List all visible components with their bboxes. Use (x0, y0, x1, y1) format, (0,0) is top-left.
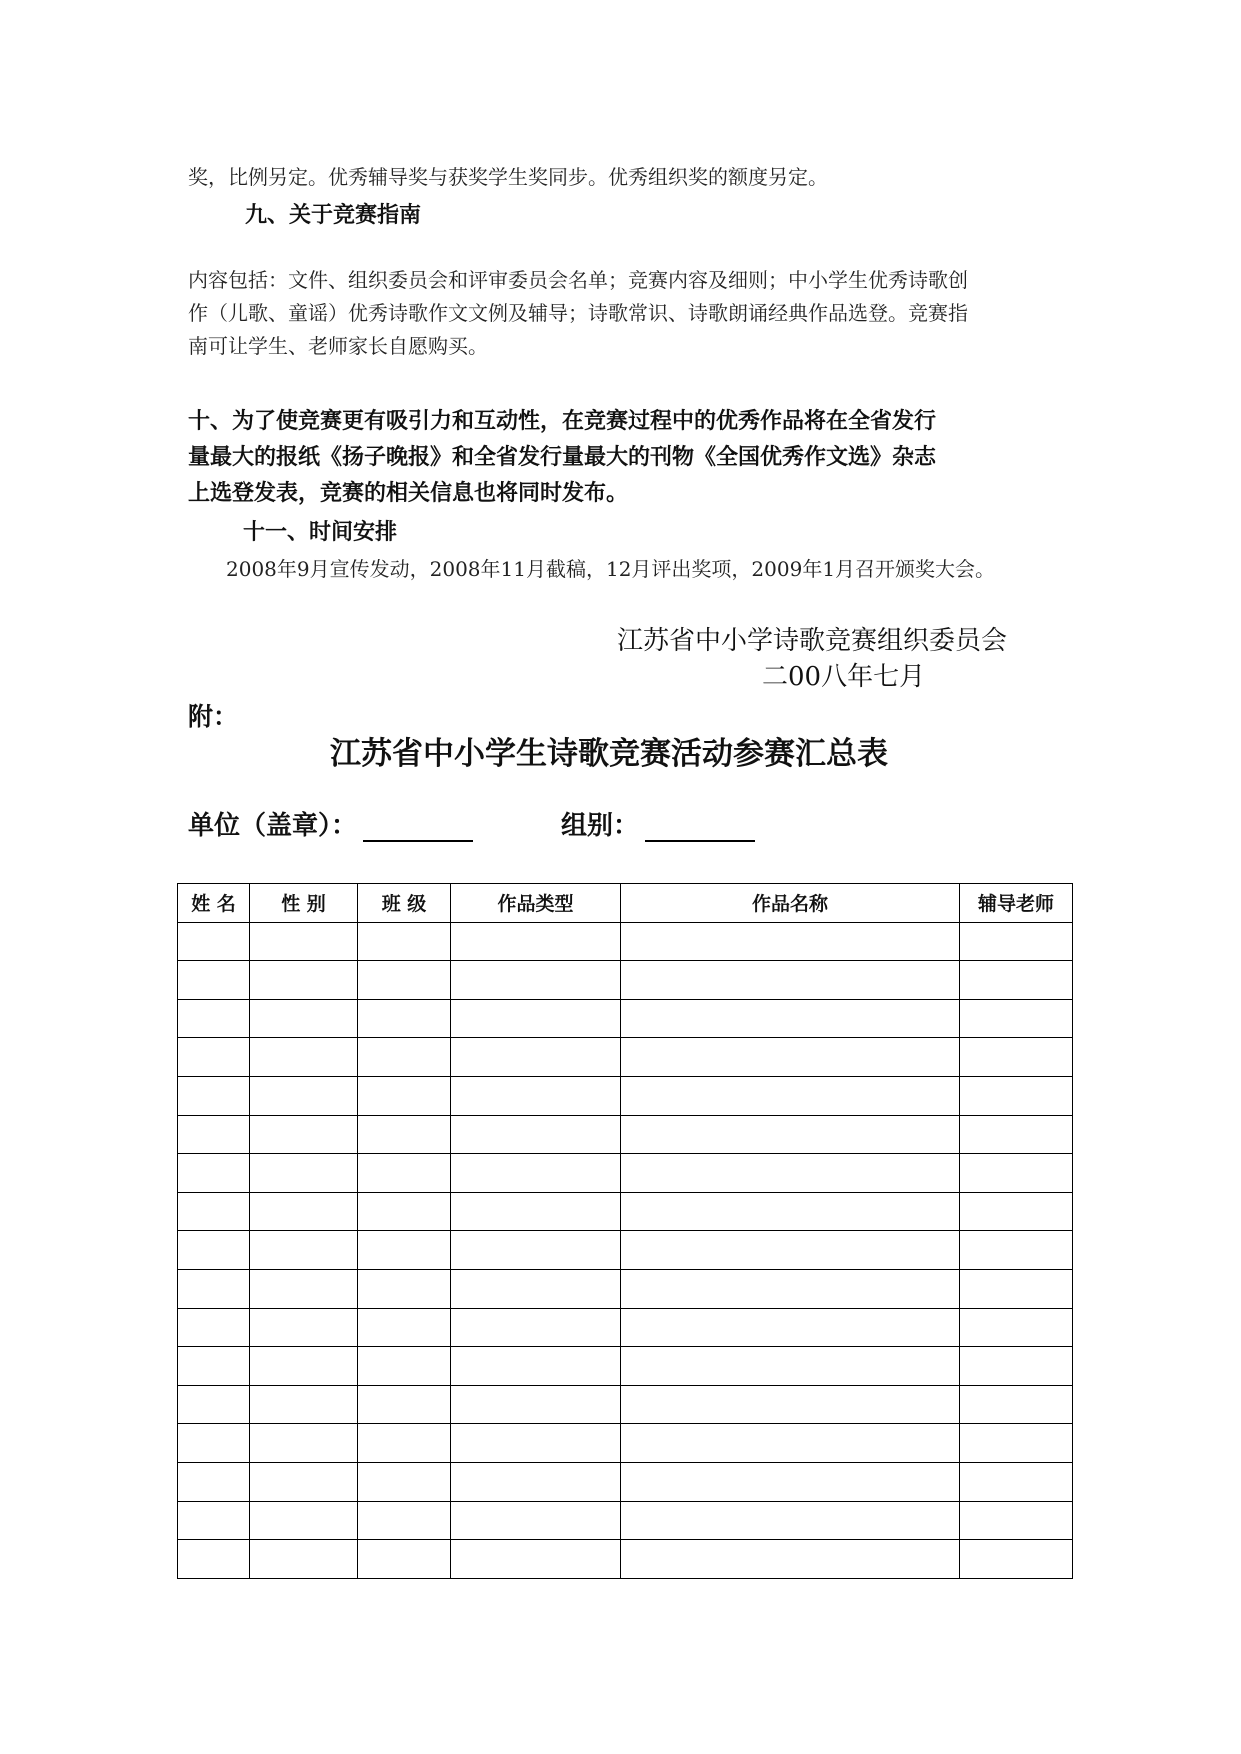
cell-advisor[interactable] (960, 1501, 1073, 1540)
section10-text-line-1: 十、为了使竞赛更有吸引力和互动性，在竞赛过程中的优秀作品将在全省发行 (188, 408, 937, 434)
cell-advisor[interactable] (960, 1347, 1073, 1386)
cell-advisor[interactable] (960, 1076, 1073, 1115)
cell-gender[interactable] (250, 1462, 358, 1501)
cell-class[interactable] (358, 1540, 451, 1579)
cell-name[interactable] (178, 1038, 250, 1077)
cell-gender[interactable] (250, 1192, 358, 1231)
cell-class[interactable] (358, 1385, 451, 1424)
cell-advisor[interactable] (960, 1308, 1073, 1347)
cell-name[interactable] (178, 1231, 250, 1270)
cell-work-title[interactable] (621, 1154, 960, 1193)
cell-class[interactable] (358, 1501, 451, 1540)
cell-gender[interactable] (250, 1385, 358, 1424)
cell-work-title[interactable] (621, 1115, 960, 1154)
cell-work-type[interactable] (451, 1192, 621, 1231)
cell-name[interactable] (178, 1501, 250, 1540)
cell-work-title[interactable] (621, 1424, 960, 1463)
cell-work-title[interactable] (621, 961, 960, 1000)
cell-name[interactable] (178, 1192, 250, 1231)
cell-name[interactable] (178, 1154, 250, 1193)
cell-class[interactable] (358, 1076, 451, 1115)
cell-name[interactable] (178, 1115, 250, 1154)
cell-work-type[interactable] (451, 1308, 621, 1347)
cell-name[interactable] (178, 1540, 250, 1579)
cell-advisor[interactable] (960, 1424, 1073, 1463)
cell-advisor[interactable] (960, 961, 1073, 1000)
cell-work-type[interactable] (451, 1385, 621, 1424)
table-row (178, 1424, 1073, 1463)
cell-name[interactable] (178, 1462, 250, 1501)
cell-gender[interactable] (250, 1076, 358, 1115)
cell-gender[interactable] (250, 922, 358, 961)
table-row (178, 1501, 1073, 1540)
header-work-type: 作品类型 (451, 884, 621, 923)
cell-advisor[interactable] (960, 1385, 1073, 1424)
section9-text-line-2: 作（儿歌、童谣）优秀诗歌作文文例及辅导；诗歌常识、诗歌朗诵经典作品选登。竞赛指 (188, 301, 968, 325)
table-row (178, 1540, 1073, 1579)
header-name: 姓 名 (178, 884, 250, 923)
table-row (178, 1154, 1073, 1193)
appendix-label: 附： (188, 702, 239, 731)
summary-table (177, 883, 1073, 1579)
cell-gender[interactable] (250, 961, 358, 1000)
group-label: 组别： (561, 811, 640, 841)
table-header-row (178, 884, 1073, 923)
table-row (178, 1269, 1073, 1308)
cell-work-title[interactable] (621, 1038, 960, 1077)
cell-advisor[interactable] (960, 1231, 1073, 1270)
unit-label: 单位（盖章）： (188, 811, 358, 841)
cell-work-title[interactable] (621, 1308, 960, 1347)
cell-gender[interactable] (250, 1115, 358, 1154)
cell-work-type[interactable] (451, 999, 621, 1038)
cell-advisor[interactable] (960, 1462, 1073, 1501)
cell-gender[interactable] (250, 1231, 358, 1270)
header-class: 班 级 (358, 884, 451, 923)
section9-text-line-3: 南可让学生、老师家长自愿购买。 (188, 334, 488, 358)
cell-gender[interactable] (250, 1038, 358, 1077)
section11-heading: 十一、时间安排 (243, 519, 398, 545)
cell-work-title[interactable] (621, 1540, 960, 1579)
header-advisor: 辅导老师 (960, 884, 1073, 923)
cell-name[interactable] (178, 1347, 250, 1386)
cell-class[interactable] (358, 1231, 451, 1270)
cell-gender[interactable] (250, 999, 358, 1038)
cell-work-title[interactable] (621, 1269, 960, 1308)
signature-date: 二00八年七月 (762, 662, 926, 692)
cell-class[interactable] (358, 1192, 451, 1231)
cell-work-type[interactable] (451, 1154, 621, 1193)
cell-gender[interactable] (250, 1540, 358, 1579)
cell-gender[interactable] (250, 1424, 358, 1463)
cell-class[interactable] (358, 1038, 451, 1077)
cell-class[interactable] (358, 1308, 451, 1347)
cell-name[interactable] (178, 961, 250, 1000)
cell-class[interactable] (358, 1462, 451, 1501)
cell-work-title[interactable] (621, 1462, 960, 1501)
cell-work-title[interactable] (621, 1192, 960, 1231)
cell-work-type[interactable] (451, 1076, 621, 1115)
cell-name[interactable] (178, 1076, 250, 1115)
table-row (178, 1231, 1073, 1270)
header-gender: 性 别 (250, 884, 358, 923)
table-row (178, 1385, 1073, 1424)
unit-field (188, 805, 473, 842)
cell-class[interactable] (358, 922, 451, 961)
cell-work-type[interactable] (451, 1115, 621, 1154)
unit-blank[interactable] (363, 814, 473, 842)
cell-name[interactable] (178, 1385, 250, 1424)
table-row (178, 1308, 1073, 1347)
table-row (178, 1192, 1073, 1231)
cell-class[interactable] (358, 1154, 451, 1193)
cell-work-type[interactable] (451, 1424, 621, 1463)
section10-text-line-2: 量最大的报纸《扬子晚报》和全省发行量最大的刊物《全国优秀作文选》杂志 (188, 444, 937, 470)
table-row (178, 961, 1073, 1000)
cell-work-title[interactable] (621, 922, 960, 961)
cell-name[interactable] (178, 1269, 250, 1308)
table-row (178, 922, 1073, 961)
cell-gender[interactable] (250, 1347, 358, 1386)
cell-work-type[interactable] (451, 1269, 621, 1308)
appendix-title: 江苏省中小学生诗歌竞赛活动参赛汇总表 (330, 736, 888, 772)
cell-work-title[interactable] (621, 999, 960, 1038)
cell-class[interactable] (358, 961, 451, 1000)
cell-class[interactable] (358, 1347, 451, 1386)
signature-org: 江苏省中小学诗歌竞赛组织委员会 (617, 626, 1008, 656)
table-row (178, 1462, 1073, 1501)
cell-work-title[interactable] (621, 1347, 960, 1386)
cell-name[interactable] (178, 1424, 250, 1463)
cell-name[interactable] (178, 1308, 250, 1347)
cell-gender[interactable] (250, 1308, 358, 1347)
cell-work-type[interactable] (451, 922, 621, 961)
cell-work-type[interactable] (451, 1540, 621, 1579)
table-row (178, 999, 1073, 1038)
cell-work-title[interactable] (621, 1385, 960, 1424)
cell-work-type[interactable] (451, 1501, 621, 1540)
cell-work-title[interactable] (621, 1231, 960, 1270)
table-row (178, 1076, 1073, 1115)
table-row (178, 1347, 1073, 1386)
cell-gender[interactable] (250, 1269, 358, 1308)
cell-work-type[interactable] (451, 961, 621, 1000)
cell-advisor[interactable] (960, 1269, 1073, 1308)
table-row (178, 1038, 1073, 1077)
cell-name[interactable] (178, 922, 250, 961)
section8-text-line: 奖，比例另定。优秀辅导奖与获奖学生奖同步。优秀组织奖的额度另定。 (188, 165, 828, 189)
cell-name[interactable] (178, 999, 250, 1038)
section9-text-line-1: 内容包括：文件、组织委员会和评审委员会名单；竞赛内容及细则；中小学生优秀诗歌创 (188, 268, 968, 292)
cell-advisor[interactable] (960, 1192, 1073, 1231)
cell-advisor[interactable] (960, 1540, 1073, 1579)
section9-heading: 九、关于竞赛指南 (245, 202, 422, 228)
cell-advisor[interactable] (960, 999, 1073, 1038)
cell-advisor[interactable] (960, 1154, 1073, 1193)
cell-work-type[interactable] (451, 1462, 621, 1501)
cell-advisor[interactable] (960, 922, 1073, 961)
header-work-title: 作品名称 (621, 884, 960, 923)
cell-class[interactable] (358, 1269, 451, 1308)
cell-class[interactable] (358, 1424, 451, 1463)
group-field (561, 805, 755, 842)
cell-work-title[interactable] (621, 1501, 960, 1540)
cell-work-title[interactable] (621, 1076, 960, 1115)
cell-gender[interactable] (250, 1154, 358, 1193)
cell-work-type[interactable] (451, 1347, 621, 1386)
cell-advisor[interactable] (960, 1038, 1073, 1077)
section11-text-line: 2008年9月宣传发动，2008年11月截稿，12月评出奖项，2009年1月召开颁奖大会。 (226, 557, 996, 581)
cell-class[interactable] (358, 999, 451, 1038)
table-row (178, 1115, 1073, 1154)
group-blank[interactable] (645, 814, 755, 842)
cell-class[interactable] (358, 1115, 451, 1154)
cell-advisor[interactable] (960, 1115, 1073, 1154)
cell-work-type[interactable] (451, 1038, 621, 1077)
cell-work-type[interactable] (451, 1231, 621, 1270)
cell-gender[interactable] (250, 1501, 358, 1540)
section10-text-line-3: 上选登发表，竞赛的相关信息也将同时发布。 (188, 480, 629, 506)
